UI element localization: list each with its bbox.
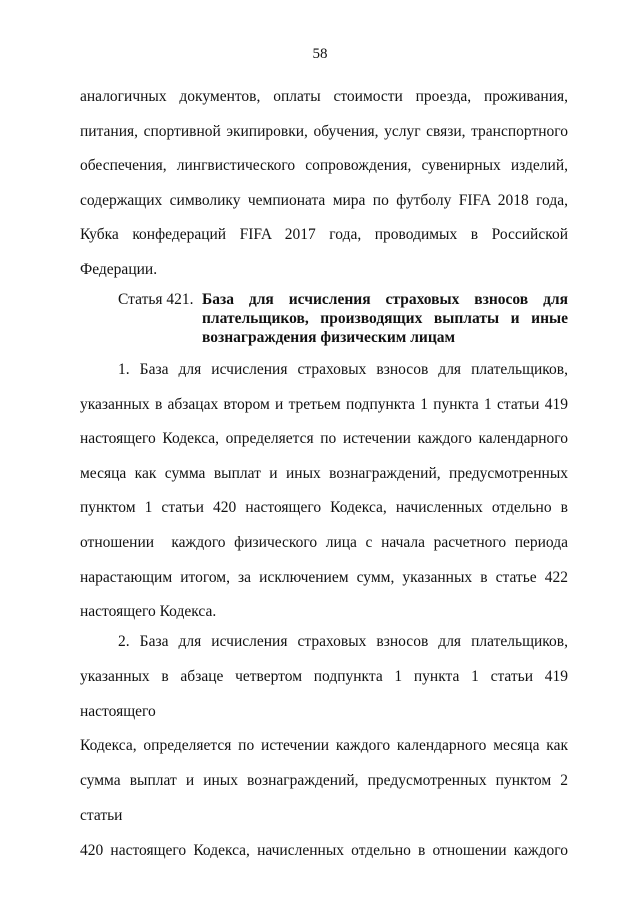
intro-paragraph bbox=[80, 80, 568, 288]
article-title bbox=[202, 290, 568, 347]
paragraph-1 bbox=[80, 353, 568, 630]
text-line: месяца как сумма выплат и иных вознаграждений, предусмотренных bbox=[80, 464, 568, 482]
page-number: 58 bbox=[312, 46, 328, 62]
paragraph-2 bbox=[80, 625, 568, 869]
text-line: Кодекса, определяется по истечении каждого календарного месяца как bbox=[80, 737, 568, 755]
article-title-line: вознаграждения физическим лицам bbox=[202, 329, 456, 346]
article-title-line: плательщиков, производящих выплаты и иные bbox=[202, 310, 568, 327]
article-title-line: База для исчисления страховых взносов для bbox=[202, 291, 568, 308]
text-line: указанных в абзаце четвертом подпункта 1 пункта 1 статьи 419 настоящего bbox=[80, 667, 568, 720]
text-line: 2. База для исчисления страховых взносов для плательщиков, bbox=[118, 633, 568, 650]
text-line: указанных в абзацах втором и третьем подпункта 1 пункта 1 статьи 419 bbox=[80, 395, 568, 413]
text-line: содержащих символику чемпионата мира по футболу FIFA 2018 года, bbox=[80, 191, 568, 209]
text-line: отношении каждого физического лица с начала расчетного периода bbox=[80, 533, 568, 551]
article-label: Статья 421. bbox=[118, 291, 194, 308]
text-line: настоящего Кодекса, определяется по истечении каждого календарного bbox=[80, 430, 568, 448]
text-line: питания, спортивной экипировки, обучения, услуг связи, транспортного bbox=[80, 122, 568, 140]
text-line: пунктом 1 статьи 420 настоящего Кодекса, начисленных отдельно в bbox=[80, 499, 568, 517]
text-line: сумма выплат и иных вознаграждений, предусмотренных пунктом 2 статьи bbox=[80, 772, 568, 824]
text-line: нарастающим итогом, за исключением сумм, указанных в статье 422 bbox=[80, 568, 568, 586]
text-line: обеспечения, лингвистического сопровождения, сувенирных изделий, bbox=[80, 157, 568, 175]
text-line: 1. База для исчисления страховых взносов для плательщиков, bbox=[118, 361, 568, 378]
text-line: Кубка конфедераций FIFA 2017 года, проводимых в Российской bbox=[80, 226, 568, 244]
text-line: Федерации. bbox=[80, 260, 158, 278]
text-line: настоящего Кодекса. bbox=[80, 603, 217, 621]
text-line: аналогичных документов, оплаты стоимости проезда, проживания, bbox=[80, 88, 568, 105]
text-line: 420 настоящего Кодекса, начисленных отдельно в отношении каждого bbox=[80, 841, 568, 859]
